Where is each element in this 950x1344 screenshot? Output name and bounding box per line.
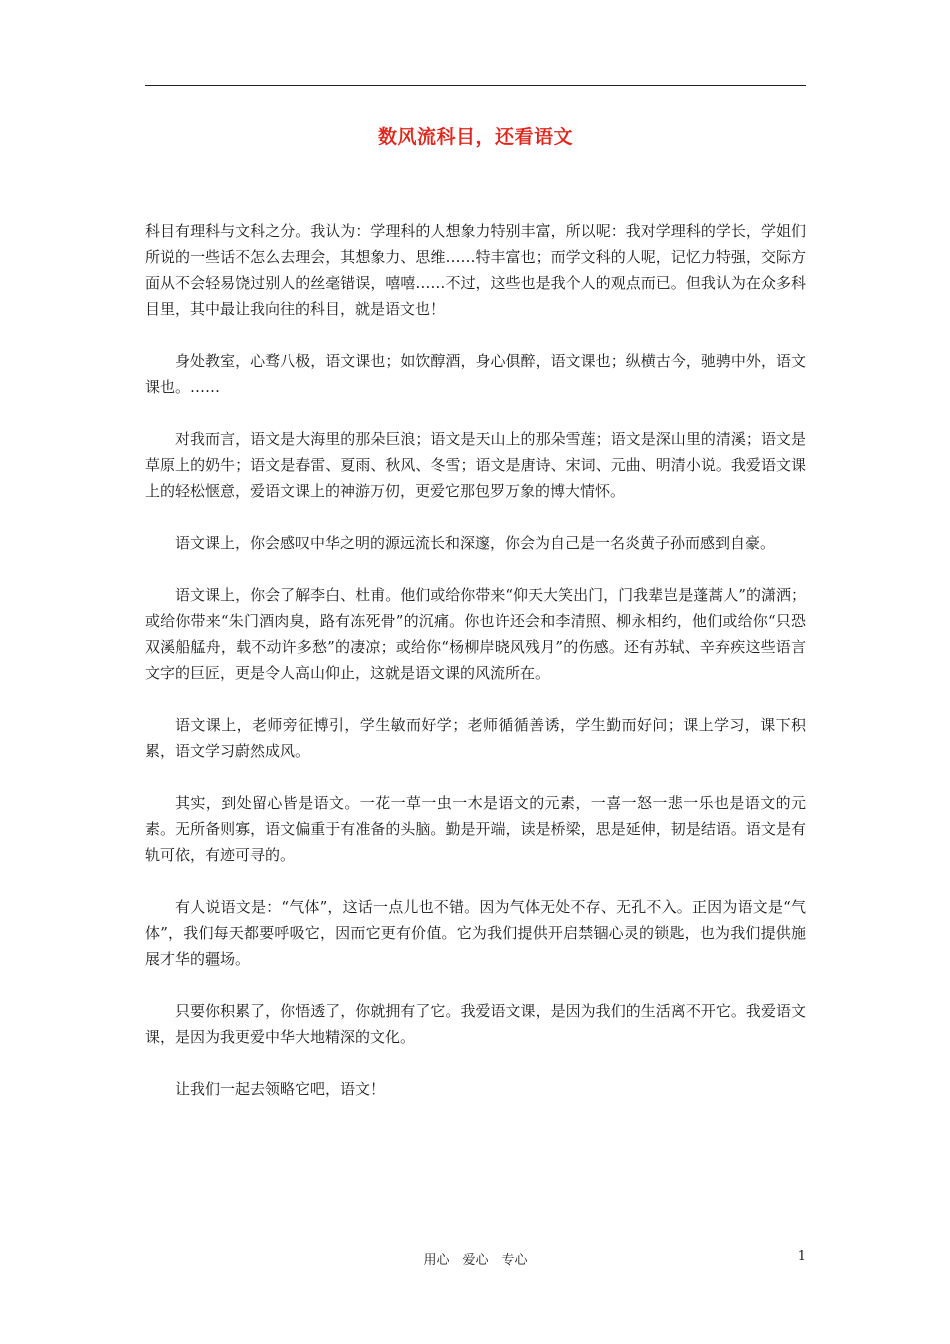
paragraph-1: 科目有理科与文科之分。我认为：学理科的人想象力特别丰富，所以呢：我对学理科的学长，学姐们所说的一些话不怎么去理会，其想象力、思维……特丰富也；而学文科的人呢，记忆力特强，交际方面从不会轻易饶过别人的丝毫错误，嘻嘻……不过，这些也是我个人的观点而已。但我认为在众多科目里，其中最让我向往的科目，就是语文也！ [145, 222, 806, 318]
page-footer [145, 1249, 806, 1269]
document-title: 数风流科目，还看语文 [377, 126, 573, 148]
page-number: 1 [797, 1249, 806, 1264]
paragraph-7: 其实，到处留心皆是语文。一花一草一虫一木是语文的元素，一喜一怒一悲一乐也是语文的元素。无所备则寡，语文偏重于有准备的头脑。勤是开端，读是桥梁，思是延伸，韧是结语。语文是有轨可依，有迹可寻的。 [145, 794, 806, 864]
paragraph-4: 语文课上，你会感叹中华之明的源远流长和深邃，你会为自己是一名炎黄子孙而感到自豪。 [175, 534, 776, 552]
paragraph-5: 语文课上，你会了解李白、杜甫。他们或给你带来“仰天大笑出门，门我辈岂是蓬蒿人”的潇洒；或给你带来“朱门酒肉臭，路有冻死骨”的沉痛。你也许还会和李清照、柳永相约，他们或给你“只恐双溪船艋舟，载不动许多愁”的凄凉；或给你“杨柳岸晓风残月”的伤感。还有苏轼、辛弃疾这些语言文字的巨匠，更是令人高山仰止，这就是语文课的风流所在。 [145, 586, 806, 682]
paragraph-10: 让我们一起去领略它吧，语文！ [175, 1080, 386, 1098]
paragraph-3: 对我而言，语文是大海里的那朵巨浪；语文是天山上的那朵雪莲；语文是深山里的清溪；语文是草原上的奶牛；语文是春雷、夏雨、秋风、冬雪；语文是唐诗、宋词、元曲、明清小说。我爱语文课上的轻松惬意，爱语文课上的神游万仞，更爱它那包罗万象的博大情怀。 [145, 430, 806, 500]
document-body [145, 218, 806, 1128]
paragraph-9: 只要你积累了，你悟透了，你就拥有了它。我爱语文课，是因为我们的生活离不开它。我爱语文课，是因为我更爱中华大地精深的文化。 [145, 1002, 806, 1046]
header-rule [145, 85, 806, 86]
paragraph-6: 语文课上，老师旁征博引，学生敏而好学；老师循循善诱，学生勤而好问；课上学习，课下积累，语文学习蔚然成风。 [145, 716, 806, 760]
paragraph-8: 有人说语文是：“气体”，这话一点儿也不错。因为气体无处不存、无孔不入。正因为语文是“气体”，我们每天都要呼吸它，因而它更有价值。它为我们提供开启禁锢心灵的锁匙，也为我们提供施展才华的疆场。 [145, 898, 806, 968]
footer-motto: 用心 爱心 专心 [423, 1253, 528, 1268]
paragraph-2: 身处教室，心骛八极，语文课也；如饮醇酒，身心俱醉，语文课也；纵横古今，驰骋中外，语文课也。…… [145, 352, 806, 396]
